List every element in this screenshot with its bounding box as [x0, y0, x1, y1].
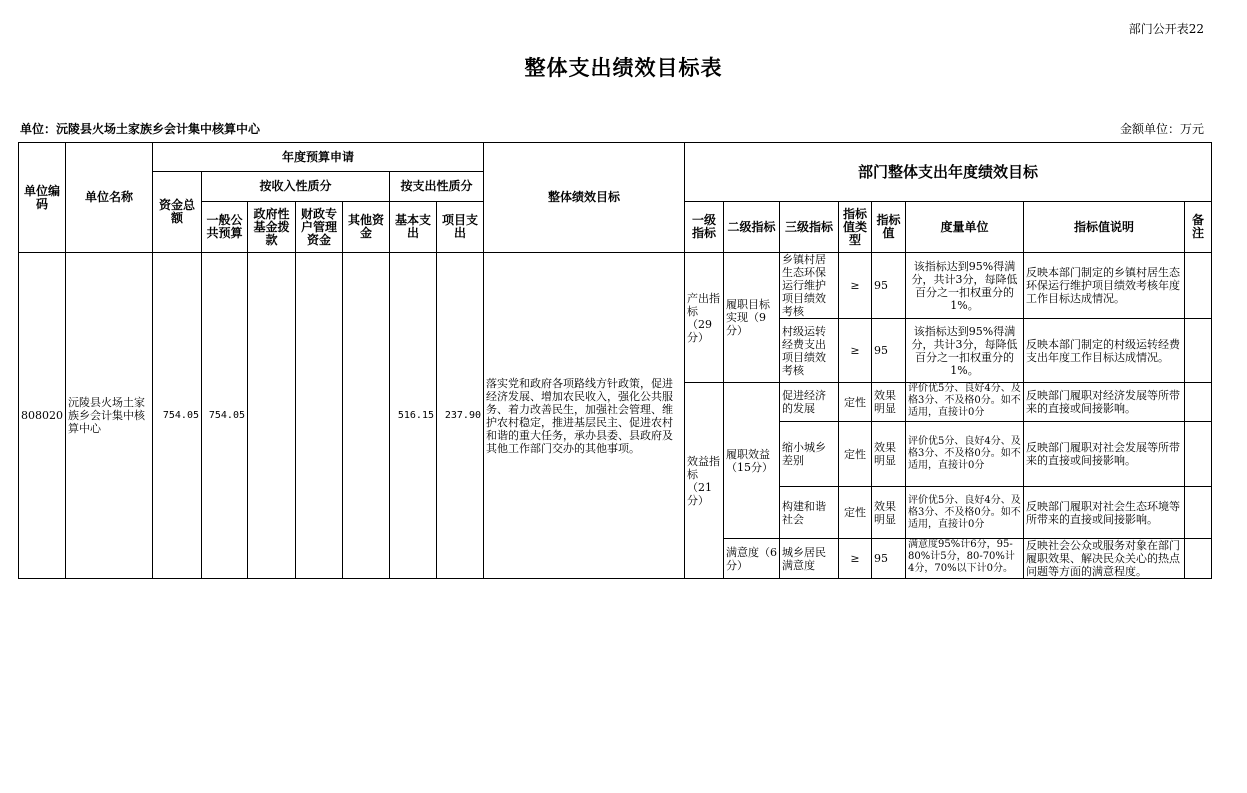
- header-general-budget: 一般公共预算: [202, 202, 248, 253]
- type-cell: 定性: [839, 487, 872, 539]
- value-cell: 95: [872, 319, 906, 383]
- desc-cell: 反映本部门制定的乡镇村居生态环保运行维护项目绩效考核年度工作目标达成情况。: [1024, 253, 1185, 319]
- unit-name-cell: 沅陵县火场土家族乡会计集中核算中心: [66, 253, 153, 579]
- header-project-exp: 项目支出: [437, 202, 484, 253]
- l3-cell: 乡镇村居生态环保运行维护项目绩效考核: [780, 253, 839, 319]
- value-cell: 95: [872, 253, 906, 319]
- desc-cell: 反映部门履职对经济发展等所带来的直接或间接影响。: [1024, 383, 1185, 422]
- general-budget-cell: 754.05: [202, 253, 248, 579]
- header-level2: 二级指标: [724, 202, 780, 253]
- output-indicator-cell: 产出指标（29分）: [685, 253, 724, 383]
- header-overall-goal: 整体绩效目标: [484, 143, 685, 253]
- l3-cell: 缩小城乡差别: [780, 422, 839, 487]
- note-cell: [1185, 383, 1212, 422]
- header-level3: 三级指标: [780, 202, 839, 253]
- measure-cell: 评价优5分、良好4分、及格3分、不及格0分。如不适用，直接计0分: [906, 487, 1024, 539]
- other-fund-cell: [343, 253, 390, 579]
- project-exp-cell: 237.90: [437, 253, 484, 579]
- total-cell: 754.05: [153, 253, 202, 579]
- unit-label: 单位：沅陵县火场土家族乡会计集中核算中心: [20, 122, 261, 136]
- output-l2-cell: 履职目标实现（9分）: [724, 253, 780, 383]
- note-cell: [1185, 319, 1212, 383]
- header-by-expense: 按支出性质分: [390, 172, 484, 202]
- satisfaction-l2-cell: 满意度（6分）: [724, 539, 780, 579]
- form-number: 部门公开表22: [1128, 22, 1204, 36]
- header-basic-exp: 基本支出: [390, 202, 437, 253]
- header-annual-budget: 年度预算申请: [153, 143, 484, 172]
- header-total: 资金总额: [153, 172, 202, 253]
- header-dept-goal: 部门整体支出年度绩效目标: [685, 143, 1212, 202]
- special-mgmt-cell: [296, 253, 343, 579]
- desc-cell: 反映本部门制定的村级运转经费支出年度工作目标达成情况。: [1024, 319, 1185, 383]
- type-cell: ≥: [839, 539, 872, 579]
- header-by-income: 按收入性质分: [202, 172, 390, 202]
- type-cell: ≥: [839, 319, 872, 383]
- desc-cell: 反映部门履职对社会发展等所带来的直接或间接影响。: [1024, 422, 1185, 487]
- l3-cell: 构建和谐社会: [780, 487, 839, 539]
- header-unit-name: 单位名称: [66, 143, 153, 253]
- l3-cell: 城乡居民满意度: [780, 539, 839, 579]
- type-cell: ≥: [839, 253, 872, 319]
- measure-cell: 评价优5分、良好4分、及格3分、不及格0分。如不适用，直接计0分: [906, 383, 1024, 422]
- l3-cell: 村级运转经费支出项目绩效考核: [780, 319, 839, 383]
- money-unit-label: 金额单位：万元: [1119, 122, 1204, 136]
- effect-indicator-cell: 效益指标（21分）: [685, 383, 724, 579]
- value-cell: 效果明显: [872, 383, 906, 422]
- performance-table: [18, 142, 1212, 579]
- header-desc: 指标值说明: [1024, 202, 1185, 253]
- header-gov-fund: 政府性基金拨款: [248, 202, 296, 253]
- l3-cell: 促进经济的发展: [780, 383, 839, 422]
- type-cell: 定性: [839, 422, 872, 487]
- note-cell: [1185, 422, 1212, 487]
- value-cell: 效果明显: [872, 487, 906, 539]
- header-level1: 一级指标: [685, 202, 724, 253]
- basic-exp-cell: 516.15: [390, 253, 437, 579]
- header-special-mgmt: 财政专户管理资金: [296, 202, 343, 253]
- desc-cell: 反映社会公众或服务对象在部门履职效果、解决民众关心的热点问题等方面的满意程度。: [1024, 539, 1185, 579]
- header-value-type: 指标值类型: [839, 202, 872, 253]
- note-cell: [1185, 253, 1212, 319]
- header-note: 备注: [1185, 202, 1212, 253]
- effect-l2-cell: 履职效益（15分）: [724, 383, 780, 539]
- note-cell: [1185, 539, 1212, 579]
- header-value: 指标值: [872, 202, 906, 253]
- measure-cell: 满意度95%计6分，95-80%计5分，80-70%计4分，70%以下计0分。: [906, 539, 1024, 579]
- note-cell: [1185, 487, 1212, 539]
- measure-cell: 评价优5分、良好4分、及格3分、不及格0分。如不适用，直接计0分: [906, 422, 1024, 487]
- measure-cell: 该指标达到95%得满分，共计3分，每降低百分之一扣权重分的1%。: [906, 319, 1024, 383]
- desc-cell: 反映部门履职对社会生态环境等所带来的直接或间接影响。: [1024, 487, 1185, 539]
- value-cell: 95: [872, 539, 906, 579]
- header-other-fund: 其他资金: [343, 202, 390, 253]
- page-title: 整体支出绩效目标表: [524, 55, 723, 80]
- value-cell: 效果明显: [872, 422, 906, 487]
- goal-cell: 落实党和政府各项路线方针政策，促进经济发展、增加农民收入，强化公共服务、着力改善民生，加强社会管理、维护农村稳定，推进基层民主、促进农村和谐的重大任务，承办县委、县政府及其他工作部门交办的其他事项。: [484, 253, 685, 579]
- type-cell: 定性: [839, 383, 872, 422]
- header-unit-code: 单位编码: [19, 143, 66, 253]
- measure-cell: 该指标达到95%得满分，共计3分，每降低百分之一扣权重分的1%。: [906, 253, 1024, 319]
- unit-code-cell: 808020: [19, 253, 66, 579]
- header-measure: 度量单位: [906, 202, 1024, 253]
- gov-fund-cell: [248, 253, 296, 579]
